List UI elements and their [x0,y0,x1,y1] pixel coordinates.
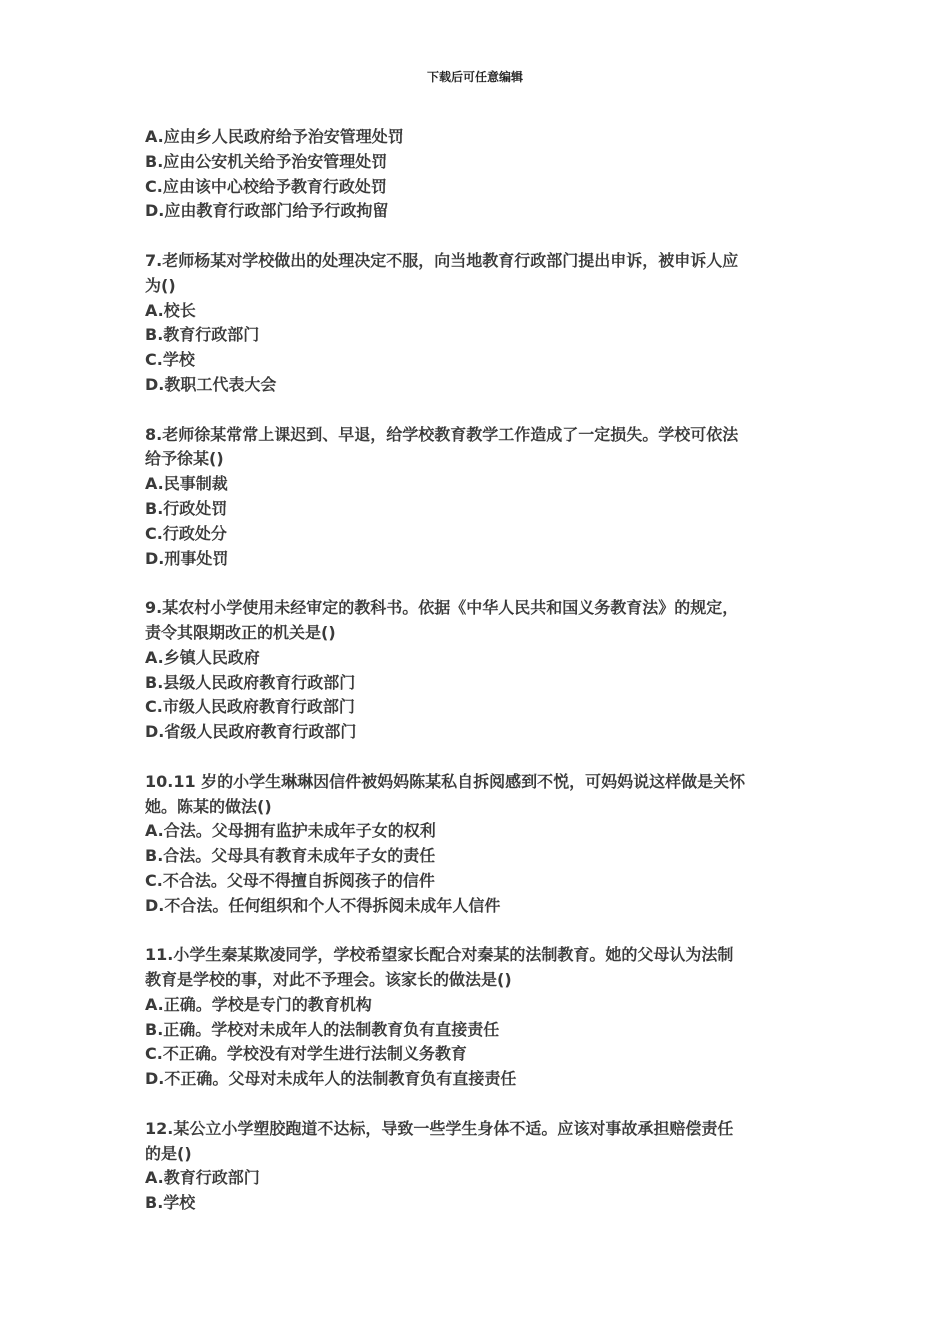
option-b: B.行政处罚 [145,498,228,518]
option-d: D.不正确。父母对未成年人的法制教育负有直接责任 [145,1069,517,1089]
option-b: B.应由公安机关给予治安管理处罚 [145,151,388,171]
option-a: A.校长 [145,300,196,320]
question-stem-cont: 责令其限期改正的机关是() [145,622,336,642]
question-stem-cont: 的是() [145,1143,192,1163]
question-stem: 7.老师杨某对学校做出的处理决定不服，向当地教育行政部门提出申诉，被申诉人应 [145,250,739,270]
question-11 [145,943,815,1092]
option-b: B.教育行政部门 [145,325,260,345]
option-b: B.学校 [145,1193,196,1213]
option-a: A.乡镇人民政府 [145,647,260,667]
question-12 [145,1117,815,1216]
option-b: B.县级人民政府教育行政部门 [145,672,356,692]
option-a: A.应由乡人民政府给予治安管理处罚 [145,127,404,146]
option-d: D.应由教育行政部门给予行政拘留 [145,201,389,221]
question-stem-cont: 为() [145,275,176,295]
option-d: D.省级人民政府教育行政部门 [145,722,357,742]
question-stem-cont: 教育是学校的事，对此不予理会。该家长的做法是() [145,970,512,990]
option-c: C.市级人民政府教育行政部门 [145,697,355,717]
option-d: D.教职工代表大会 [145,374,277,394]
option-c: C.行政处分 [145,523,227,543]
question-stem-cont: 她。陈某的做法() [145,796,272,816]
option-d: D.不合法。任何组织和个人不得拆阅未成年人信件 [145,895,501,915]
question-stem: 9.某农村小学使用未经审定的教科书。依据《中华人民共和国义务教育法》的规定， [145,598,739,618]
question-stem: 12.某公立小学塑胶跑道不达标，导致一些学生身体不适。应该对事故承担赔偿责任 [145,1118,734,1138]
option-b: B.合法。父母具有教育未成年子女的责任 [145,846,436,866]
page-header-note: 下载后可任意编辑 [426,70,523,84]
question-7 [145,249,815,398]
question-stem: 8.老师徐某常常上课迟到、早退，给学校教育教学工作造成了一定损失。学校可依法 [145,424,739,444]
question-9 [145,596,815,745]
option-a: A.教育行政部门 [145,1168,260,1188]
question-stem-cont: 给予徐某() [145,449,224,469]
option-a: A.合法。父母拥有监护未成年子女的权利 [145,821,436,841]
option-c: C.学校 [145,350,195,370]
question-stem: 11.小学生秦某欺凌同学，学校希望家长配合对秦某的法制教育。她的父母认为法制 [145,945,734,965]
exam-content [145,125,815,1216]
question-6-options [145,125,815,224]
question-stem: 10.11 岁的小学生琳琳因信件被妈妈陈某私自拆阅感到不悦，可妈妈说这样做是关怀 [145,771,746,791]
option-c: C.应由该中心校给予教育行政处罚 [145,176,387,196]
option-d: D.刑事处罚 [145,548,229,568]
option-a: A.正确。学校是专门的教育机构 [145,994,372,1014]
option-c: C.不合法。父母不得擅自拆阅孩子的信件 [145,870,435,890]
question-10 [145,770,815,919]
option-a: A.民事制裁 [145,474,228,494]
question-8 [145,423,815,572]
option-b: B.正确。学校对未成年人的法制教育负有直接责任 [145,1019,500,1039]
option-c: C.不正确。学校没有对学生进行法制义务教育 [145,1044,467,1064]
